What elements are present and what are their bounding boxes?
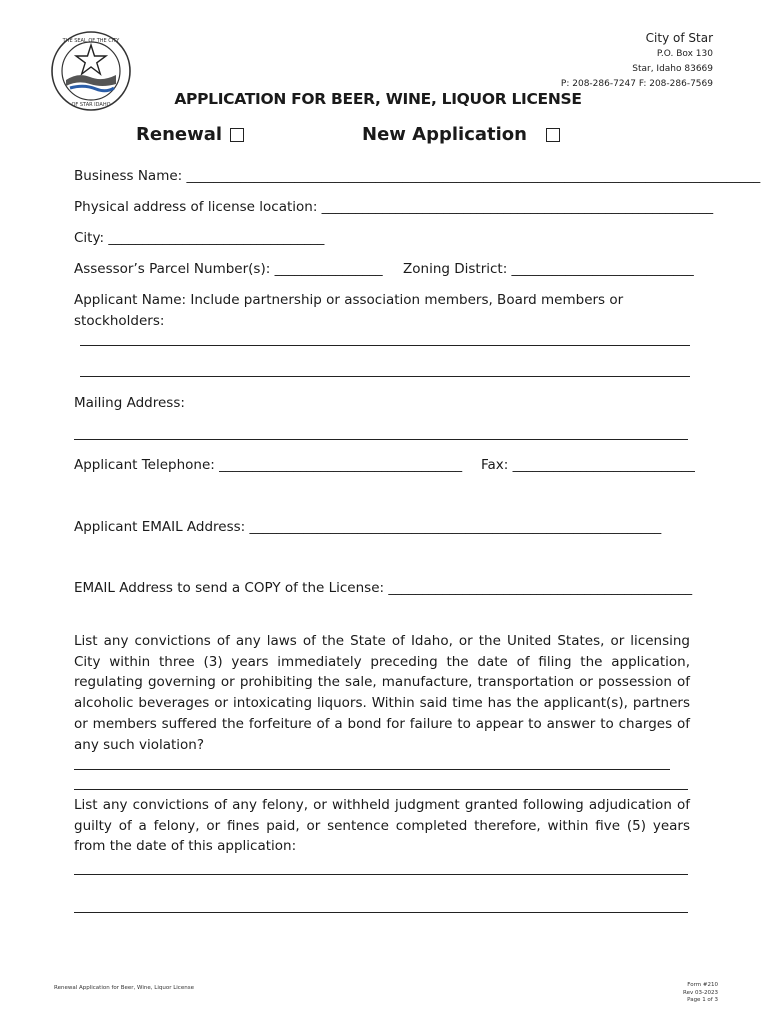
- license-copy-email-field[interactable]: EMAIL Address to send a COPY of the License: _____________________________________________: [74, 580, 693, 596]
- city-field[interactable]: City: ________________________________: [74, 230, 325, 246]
- fax-field[interactable]: Fax: ___________________________: [481, 457, 695, 473]
- mailing-address-line[interactable]: [74, 439, 688, 440]
- applicant-telephone-field[interactable]: Applicant Telephone: ____________________________________: [74, 457, 463, 473]
- header-city-state: Star, Idaho 83669: [632, 64, 713, 74]
- convictions-answer-line-2[interactable]: [74, 789, 688, 790]
- header-po-box: P.O. Box 130: [656, 49, 713, 59]
- zoning-district-field[interactable]: Zoning District: ___________________________: [403, 261, 694, 277]
- applicant-name-line-2[interactable]: [80, 376, 690, 377]
- applicant-name-label: Applicant Name: Include partnership or association members, Board members or: [74, 292, 624, 308]
- svg-text:THE SEAL OF THE CITY: THE SEAL OF THE CITY: [62, 38, 120, 44]
- felony-answer-line-2[interactable]: [74, 912, 688, 913]
- parcel-number-field[interactable]: Assessor’s Parcel Number(s): ________________: [74, 261, 383, 277]
- new-application-label: New Application: [362, 124, 527, 145]
- new-application-checkbox[interactable]: [546, 128, 560, 142]
- svg-text:OF STAR IDAHO: OF STAR IDAHO: [71, 102, 111, 108]
- felony-answer-line-1[interactable]: [74, 874, 688, 875]
- applicant-name-line-1[interactable]: [80, 345, 690, 346]
- footer-form-number: Form #210: [687, 982, 718, 988]
- business-name-field[interactable]: Business Name: _____________________________________________________________________________________: [74, 168, 761, 184]
- applicant-email-field[interactable]: Applicant EMAIL Address: _____________________________________________________________: [74, 519, 662, 535]
- mailing-address-label: Mailing Address:: [74, 395, 185, 411]
- convictions-question: List any convictions of any laws of the State of Idaho, or the United States, or licensing City within three (3) years immediately preceding the date of filing the application, regulating governing or prohibiting the sale, manufacture, transportation or possession of alcoholic beverages or intoxicating liquors. Within said time has the applicant(s), partners or members suffered the forfeiture of a bond for failure to appear to answer to charges of any such violation?: [74, 633, 690, 753]
- convictions-answer-line-1[interactable]: [74, 769, 670, 770]
- renewal-checkbox[interactable]: [230, 128, 244, 142]
- footer-revision: Rev 03-2023: [683, 989, 718, 996]
- header-phone-fax: P: 208-286-7247 F: 208-286-7569: [560, 79, 713, 89]
- city-address-block: [561, 30, 713, 92]
- header-city: City of Star: [645, 31, 713, 45]
- footer-form-info: [683, 982, 718, 1005]
- footer-page-number: Page 1 of 3: [687, 997, 718, 1003]
- document-title: APPLICATION FOR BEER, WINE, LIQUOR LICENSE: [174, 90, 582, 108]
- renewal-label: Renewal: [136, 124, 223, 145]
- footer-document-name: Renewal Application for Beer, Wine, Liquor License: [54, 985, 194, 991]
- physical-address-field[interactable]: Physical address of license location: __________________________________________________________: [74, 199, 714, 215]
- felony-question: List any convictions of any felony, or withheld judgment granted following adjudication of guilty of a felony, or fines paid, or sentence completed therefore, within five (5) years from the date of this application:: [74, 797, 690, 855]
- applicant-name-label-cont: stockholders:: [74, 313, 165, 329]
